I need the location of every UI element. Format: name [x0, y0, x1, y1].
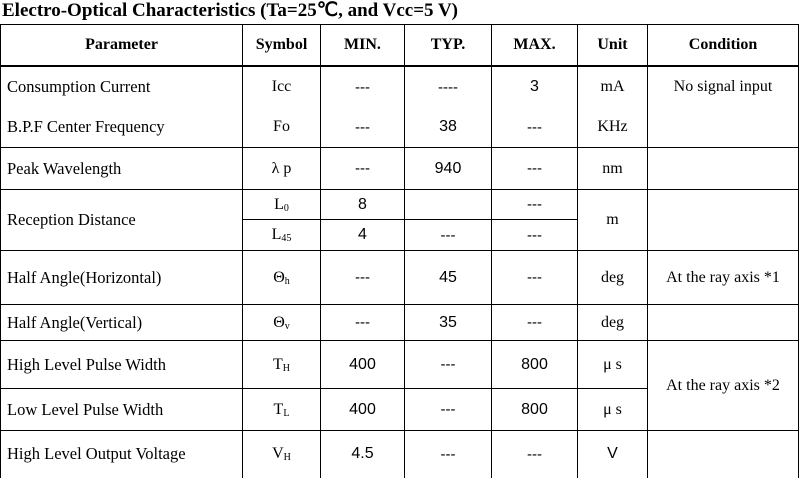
- typ-tl: ---: [405, 389, 492, 431]
- condition-lp: [648, 148, 799, 190]
- table-row: [1, 305, 799, 341]
- symbol-icc: Icc: [243, 66, 321, 108]
- min-vh: 4.5: [321, 431, 405, 478]
- symbol-theta-v: $\Theta_v$: [243, 305, 321, 341]
- typ-l45: ---: [405, 220, 492, 251]
- typ-l0: [405, 190, 492, 220]
- header-parameter: Parameter: [1, 25, 243, 66]
- unit-lp: nm: [578, 148, 648, 190]
- min-lp: ---: [321, 148, 405, 190]
- symbol-theta-h: $\Theta_h$: [243, 251, 321, 305]
- unit-icc: mA: [578, 66, 648, 108]
- typ-vh: ---: [405, 431, 492, 478]
- table-row: [1, 251, 799, 305]
- typ-hh: 45: [405, 251, 492, 305]
- table-row: [1, 148, 799, 190]
- unit-vh: V: [578, 431, 648, 478]
- header-symbol: Symbol: [243, 25, 321, 66]
- unit-tl: μ s: [578, 389, 648, 431]
- param-reception-distance: Reception Distance: [1, 190, 243, 251]
- param-peak-wavelength: Peak Wavelength: [1, 148, 243, 190]
- typ-fo: 38: [405, 108, 492, 148]
- header-condition: Condition: [648, 25, 799, 66]
- max-lp: ---: [492, 148, 578, 190]
- max-l0: ---: [492, 190, 578, 220]
- param-half-angle-horizontal: Half Angle(Horizontal): [1, 251, 243, 305]
- typ-icc: ----: [405, 66, 492, 108]
- symbol-l0: $L_0$: [243, 190, 321, 220]
- max-icc: 3: [492, 66, 578, 108]
- max-tl: 800: [492, 389, 578, 431]
- unit-th: μ s: [578, 341, 648, 389]
- unit-distance: m: [578, 190, 648, 251]
- condition-icc: No signal input: [648, 66, 799, 108]
- param-bpf-center-frequency: B.P.F Center Frequency: [1, 108, 243, 148]
- min-tl: 400: [321, 389, 405, 431]
- max-l45: ---: [492, 220, 578, 251]
- max-fo: ---: [492, 108, 578, 148]
- param-half-angle-vertical: Half Angle(Vertical): [1, 305, 243, 341]
- condition-distance: [648, 190, 799, 251]
- typ-lp: 940: [405, 148, 492, 190]
- min-icc: ---: [321, 66, 405, 108]
- condition-pulse-width: At the ray axis *2: [648, 341, 799, 431]
- condition-hh: At the ray axis *1: [648, 251, 799, 305]
- unit-hh: deg: [578, 251, 648, 305]
- param-high-level-output-voltage: High Level Output Voltage: [1, 431, 243, 478]
- symbol-lambda-p: λ p: [243, 148, 321, 190]
- min-l0: 8: [321, 190, 405, 220]
- param-high-level-pulse-width: High Level Pulse Width: [1, 341, 243, 389]
- typ-hv: 35: [405, 305, 492, 341]
- param-low-level-pulse-width: Low Level Pulse Width: [1, 389, 243, 431]
- symbol-l45: $L_{45}$: [243, 220, 321, 251]
- symbol-vh: $V_H$: [243, 431, 321, 478]
- max-hh: ---: [492, 251, 578, 305]
- header-min: MIN.: [321, 25, 405, 66]
- symbol-tl: $T_L$: [243, 389, 321, 431]
- condition-hv: [648, 305, 799, 341]
- typ-th: ---: [405, 341, 492, 389]
- condition-fo: [648, 108, 799, 148]
- unit-fo: KHz: [578, 108, 648, 148]
- condition-vh: [648, 431, 799, 478]
- min-l45: 4: [321, 220, 405, 251]
- page-title: Electro-Optical Characteristics (Ta=25℃, and Vcc=5 V): [2, 0, 459, 21]
- table-row: [1, 190, 799, 220]
- header-max: MAX.: [492, 25, 578, 66]
- min-hv: ---: [321, 305, 405, 341]
- characteristics-table: [0, 24, 799, 478]
- min-fo: ---: [321, 108, 405, 148]
- header-typ: TYP.: [405, 25, 492, 66]
- min-hh: ---: [321, 251, 405, 305]
- max-vh: ---: [492, 431, 578, 478]
- min-th: 400: [321, 341, 405, 389]
- table-row: [1, 108, 799, 148]
- table-row: [1, 431, 799, 478]
- symbol-fo: Fo: [243, 108, 321, 148]
- symbol-th: $T_H$: [243, 341, 321, 389]
- table-row: [1, 341, 799, 389]
- max-hv: ---: [492, 305, 578, 341]
- table-row: [1, 66, 799, 108]
- max-th: 800: [492, 341, 578, 389]
- table-header-row: [1, 25, 799, 66]
- unit-hv: deg: [578, 305, 648, 341]
- param-consumption-current: Consumption Current: [1, 66, 243, 108]
- header-unit: Unit: [578, 25, 648, 66]
